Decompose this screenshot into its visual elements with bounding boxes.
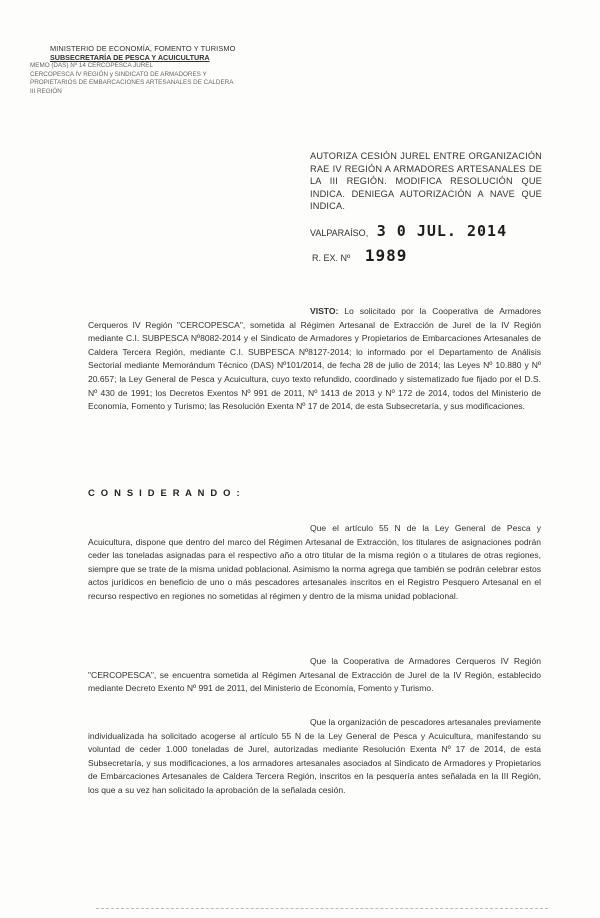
memo-line: MEMO (DAS) Nº 14 CERCOPESCA JUREL — [30, 62, 154, 69]
letterhead — [30, 44, 280, 96]
ministry-name: MINISTERIO DE ECONOMÍA, FOMENTO Y TURISMO — [50, 44, 236, 53]
considerando-paragraph: Que la Cooperativa de Armadores Cerqueros IV Región "CERCOPESCA", se encuentra sometida al Régimen Artesanal de Extracción de Jurel de la IV Región, establecido mediante Decreto Exento Nº 991 de 2011, del Ministerio de Economía, Fomento y Turismo. — [88, 656, 541, 694]
page-footer-divider — [96, 908, 548, 909]
resolution-subject: AUTORIZA CESIÓN JUREL ENTRE ORGANIZACIÓN RAE IV REGIÓN A ARMADORES ARTESANALES DE LA III REGIÓN. MODIFICA RESOLUCIÓN QUE INDICA. DENIEGA AUTORIZACIÓN A NAVE QUE INDICA. — [310, 151, 542, 212]
date-stamp: 3 0 JUL. 2014 — [376, 222, 508, 240]
visto-label: VISTO: — [310, 306, 339, 316]
memo-line: III REGIÓN — [30, 87, 62, 95]
visto-paragraph — [88, 305, 541, 414]
rex-number-stamp: 1989 — [364, 246, 408, 265]
considerando-paragraph: Que la organización de pescadores artesanales previamente individualizada ha solicitado acogerse al artículo 55 N de la Ley General de Pesca y Acuicultura, manifestando su voluntad de ceder 1.000 toneladas de Jurel, autorizadas mediante Resolución Exenta Nº 17 de 2014, de esta Subsecretaría, y sus modificaciones, a los armadores artesanales asociados al Sindicato de Armadores y Propietarios de Embarcaciones Artesanales de Caldera Tercera Región, inscritos en la pesquería antes señalada en la III Región, los que a su vez han solicitado la aprobación de la señalada cesión. — [88, 717, 541, 795]
considerando-heading: C O N S I D E R A N D O : — [88, 487, 242, 498]
memo-line: PROPIETARIOS DE EMBARCACIONES ARTESANALES DE CALDERA — [30, 79, 234, 87]
resolution-number-line — [312, 246, 407, 265]
subsecretaria-name: SUBSECRETARÍA DE PESCA Y ACUICULTURA — [50, 53, 210, 62]
rex-label: R. EX. Nº — [312, 253, 351, 263]
place-label: VALPARAÍSO, — [310, 228, 369, 238]
considerando-paragraph: Que el artículo 55 N de la Ley General de Pesca y Acuicultura, dispone que dentro del marco del Régimen Artesanal de Extracción, los titulares de asignaciones podrán ceder las toneladas asignadas para el respectivo año a otro titular de la misma región o a titulares de otras regiones, siempre que se trate de la misma unidad poblacional. Asimismo la norma agrega que también se podrán celebrar estos actos jurídicos en beneficio de uno o más pescadores artesanales inscritos en el Registro Pesquero Artesanal en el recurso respectivo en regiones no sometidas al régimen y dentro de la misma unidad poblacional. — [88, 523, 541, 601]
visto-text: Lo solicitado por la Cooperativa de Armadores Cerqueros IV Región "CERCOPESCA", sometida al Régimen Artesanal de Extracción de Jurel de la IV Región mediante C.I. SUBPESCA Nº8082-2014 y el Sindicato de Armadores y Propietarios de Embarcaciones Artesanales de Caldera Tercera Región, mediante C.I. SUBPESCA Nº8127-2014; lo informado por el Departamento de Análisis Sectorial mediante Memorándum Técnico (DAS) Nº101/2014, de fecha 28 de julio de 2014; las Leyes Nº 10.880 y Nº 20.657; la Ley General de Pesca y Acuicultura, cuyo texto refundido, coordinado y sistematizado fue fijado por el D.S. Nº 430 de 1991; los Decretos Exentos Nº 991 de 2011, Nº 1413 de 2013 y Nº 172 de 2014, todos del Ministerio de Economía, Fomento y Turismo; las Resolución Exenta Nº 17 de 2014, de esta Subsecretaría, y sus modificaciones. — [88, 306, 541, 412]
date-line — [310, 222, 507, 240]
memo-line: CERCOPESCA IV REGIÓN y SINDICATO DE ARMADORES Y — [30, 70, 207, 78]
